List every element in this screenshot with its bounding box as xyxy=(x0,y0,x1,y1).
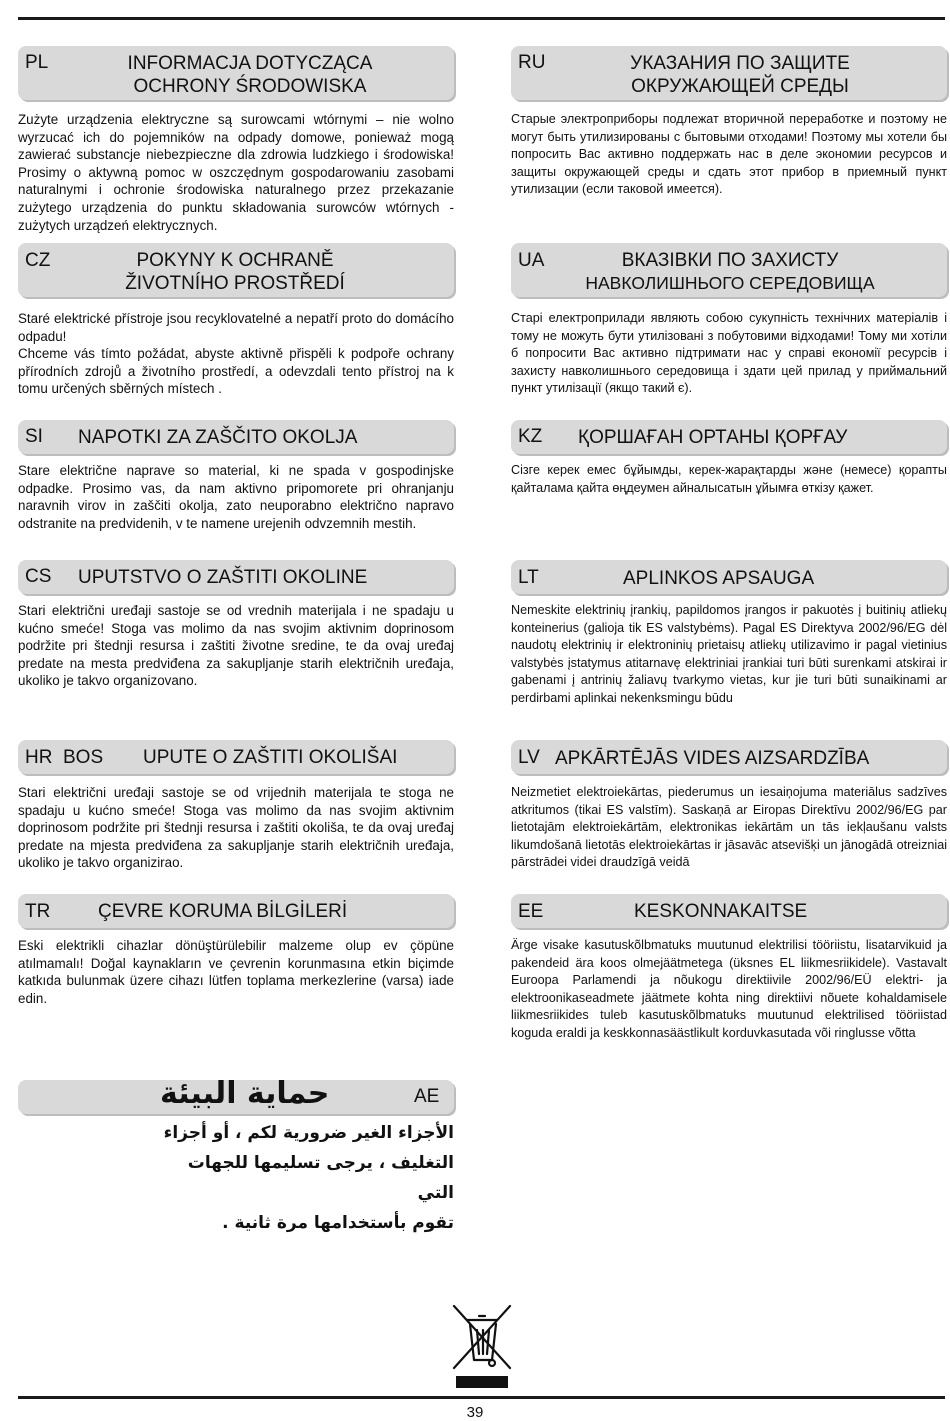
section-code-ae: AE xyxy=(414,1086,440,1107)
section-body-lv: Neizmetiet elektroiekārtas, piederumus un iesaiņojuma materiālus sadzīves atkritumos (tikai ES valstīm). Saskaņā ar Eiropas Direktīvu 2002/96/EG par lietotajām elektroiekārtām, elektronikas iekārtām un tās iekļaušanu valsts likumdošanā lietotās elektroiekārtas ir jāsavāc atsevišķi un jānogādā otreizniai pārstrādei videi draudzīgā veidā xyxy=(511,785,947,870)
section-code-kz: KZ xyxy=(518,426,543,447)
section-title-ae: حماية البيئة xyxy=(160,1076,330,1111)
section-code-cs: CS xyxy=(25,566,52,587)
section-body-si: Stare električne naprave so material, ki ne spada v gospodinjske odpadke. Prosimo vas, da nam aktivno pripomorete pri ohranjanju naravnih virov in zaščiti okolja, zato neuporabno električno napravo odstranite na predvidenih, v te namene urejenih odvzemnih mestih. xyxy=(18,463,454,531)
section-code-cz: CZ xyxy=(25,250,51,271)
section-body-cz: Staré elektrické přístroje jsou recyklovatelné a nepatří proto do domácího odpadu! Chceme vás tímto požádat, abyste aktivně přispěli k podpoře ochrany přírodních zdrojů a životního prostředí, a odevzdali tento přístroj na k tomu určených sběrných místech . xyxy=(18,311,454,397)
section-body-cs: Stari električni uređaji sastoje se od vrednih materijala i ne spadaju u kućno smeće! Stoga vas molimo da nas svojim aktivnim doprinosom podržite pri štednji resursa i zaštiti životne sredine, te da ovaj uređaj predate na mesta predviđena za sakupljanje starih električnih uređaja, ukoliko je takvo organizovano. xyxy=(18,603,454,689)
section-title-ee: KESKONNAKAITSE xyxy=(634,901,808,922)
section-code-ua: UA xyxy=(518,250,545,271)
section-body-lt: Nemeskite elektrinių įrankių, papildomos įrangos ir pakuotės į buitinių atliekų konteinerius (galioja tik ES valstybėms). Pagal ES Direktyva 2002/96/EG dėl naudotų elektrinių ir elektroninių prietaisų atliekų utilizavimo ir pagal vietinius valstybės įstatymus atitarnavę elektriniai įrankiai turi būti surenkami atskirai ir gabenami į antrinių žaliavų tvarkymo vietas, kur jie turi būti sunaikinami ar perdirbami aplinkai nekenksmingu būdu xyxy=(511,603,947,705)
section-code-hr: HR BOS xyxy=(25,747,104,768)
section-title-si: NAPOTKI ZA ZAŠČITO OKOLJA xyxy=(78,427,358,448)
section-title-lv: APKĀRTĒJĀS VIDES AIZSARDZĪBA xyxy=(555,748,870,769)
section-title-cs: UPUTSTVO O ZAŠTITI OKOLINE xyxy=(78,567,368,588)
section-code-ee: EE xyxy=(518,901,544,922)
top-rule xyxy=(18,17,945,20)
section-title-cz: POKYNY K OCHRANĚ ŽIVOTNÍHO PROSTŘEDÍ xyxy=(125,250,345,294)
section-body-hr: Stari električni uređaji sastoje se od vrijednih materijala te stoga ne spadaju u kućno smeće! Stoga vas molimo da nas svojim aktivnim doprinosom podržite pri štednji resursa i zaštiti okoliša, te da ovaj uređaj predate na mjesta predviđena za sakupljanje starih električnih uređaja, ukoliko je takvo organizirao. xyxy=(18,785,454,871)
section-code-si: SI xyxy=(25,426,43,447)
section-title-hr: UPUTE O ZAŠTITI OKOLIŠAI xyxy=(143,747,398,768)
section-title-ua: ВКАЗІВКИ ПО ЗАХИСТУ НАВКОЛИШНЬОГО СЕРЕДОВИЩА xyxy=(585,250,875,293)
section-title-tr: ÇEVRE KORUMA BİLGİLERİ xyxy=(98,901,348,922)
section-code-ru: RU xyxy=(518,52,546,73)
section-body-ua: Старі електроприлади являють собою сукупність технічних матеріалів і тому не можуть бути утилізовані з побутовими відходами! Тому ми хотіли б попросити Вас активно підтримати нас у справі економії ресурсів і захисту навколишнього середовища і здати цей прилад у приймальний пункт утилізації (якщо такий є). xyxy=(511,311,947,396)
section-title-pl: INFORMACJA DOTYCZĄCA OCHRONY ŚRODOWISKA xyxy=(127,53,373,97)
crossed-out-wheelie-bin-icon xyxy=(450,1302,514,1390)
page-number: 39 xyxy=(466,1404,484,1421)
section-title-kz: ҚОРШАҒАН ОРТАНЫ ҚОРҒАУ xyxy=(578,427,848,448)
section-title-lt: APLINKOS APSAUGA xyxy=(623,568,815,589)
section-code-tr: TR xyxy=(25,901,51,922)
section-code-lt: LT xyxy=(518,567,539,588)
section-body-kz: Сізге керек емес бұйымды, керек-жарақтарды және (немесе) қорапты қайталама қайта өңдеумен айналысатын ұйымға өткізу қажет. xyxy=(511,463,947,495)
section-code-pl: PL xyxy=(25,52,49,73)
section-body-ee: Ärge visake kasutuskõlbmatuks muutunud elektrilisi tööriistu, lisatarvikuid ja pakendeid ära koos olmejäätmetega (üksnes EL liikmesriikidele). Vastavalt Euroopa Parlamendi ja nõukogu direktiivile 2002/96/EÜ elektri- ja elektroonikaseadmete jäätmete kohta ning direktiivi nõuete kohaldamisele liikmesriikides tuleb kasutuskõlbmatuks muutunud elektrilised tööriistad koguda eraldi ja keskkonnasäästlikult korduvkasutada või ringlusse võtta xyxy=(511,938,947,1040)
section-code-lv: LV xyxy=(518,747,540,768)
section-body-tr: Eski elektrikli cihazlar dönüştürülebilir malzeme olup ev çöpüne atılmamalı! Doğal kaynakların ve çevrenin korunmasına etkin biçimde katkıda bulunmak üzere cihazı lütfen toplama merkezlerine (varsa) iade edin. xyxy=(18,938,454,1006)
section-body-ru: Старые электроприборы подлежат вторичной переработке и поэтому не могут быть утилизированы с бытовыми отходами! Поэтому мы хотели бы попросить Вас активно поддержать нас в деле экономии ресурсов и защиты окружающей среды и сдать этот прибор в приемный пункт утилизации (если таковой имеется). xyxy=(511,112,947,197)
bottom-rule xyxy=(18,1396,945,1399)
section-body-ae: الأجزاء الغير ضرورية لكم ، أو أجزاء التغليف ، يرجى تسليمها للجهات التي تقوم بأستخدامها مرة ثانية . xyxy=(163,1123,454,1233)
section-body-pl: Zużyte urządzenia elektryczne są surowcami wtórnymi – nie wolno wyrzucać ich do pojemników na odpady domowe, ponieważ mogą zawierać substancje niebezpieczne dla zdrowia ludzkiego i środowiska! Prosimy o aktywną pomoc w oszczędnym gospodarowaniu zasobami naturalnymi i ochronie środowiska naturalnego przez przekazanie zużytego urządzenia do punktu składowania surowców wtórnych - zużytych urządzeń elektrycznych. xyxy=(18,112,454,233)
section-title-ru: УКАЗАНИЯ ПО ЗАЩИТЕ ОКРУЖАЮЩЕЙ СРЕДЫ xyxy=(630,53,850,97)
